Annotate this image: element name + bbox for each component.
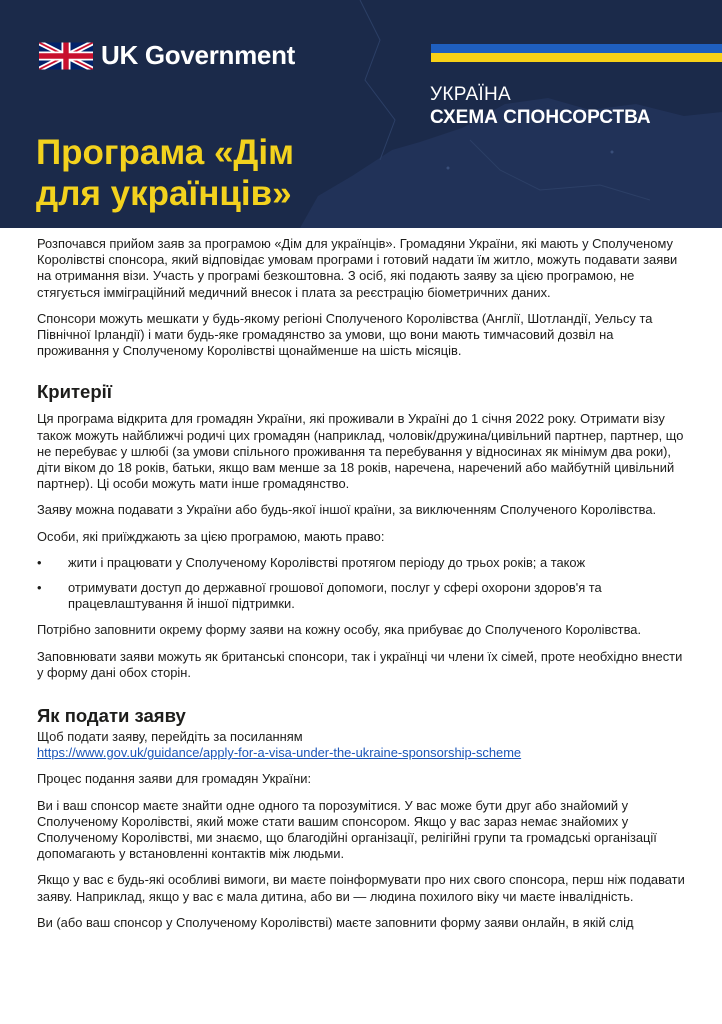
scheme-country: УКРАЇНА bbox=[430, 84, 511, 105]
bullet-icon: • bbox=[37, 580, 42, 596]
ukraine-flag-stripe-yellow bbox=[431, 53, 722, 62]
criteria-heading: Критерії bbox=[37, 381, 112, 403]
criteria-paragraph: Особи, які приїжджають за цією програмою, мають право: bbox=[37, 528, 385, 544]
apply-paragraph: Ви і ваш спонсор маєте знайти одне одного та порозумітися. У вас може бути друг або знайомий у Сполученому Королівстві, який може стати вашим спонсором. Якщо у вас зараз немає знайомих у Сполученому Королівстві, ми знаємо, що благодійні організації, релігійні групи та громадські організації допомагають у встановленні контактів між людьми. bbox=[37, 797, 657, 862]
logo-text: UK Government bbox=[101, 40, 296, 70]
criteria-paragraph: Заповнювати заяви можуть як британські спонсори, так і українці чи члени їх сімей, проте необхідно внести у форму дані обох сторін. bbox=[37, 648, 683, 680]
apply-paragraph: Ви (або ваш спонсор у Сполученому Королівстві) маєте заповнити форму заяви онлайн, в якій слід bbox=[37, 914, 634, 930]
criteria-paragraph: Потрібно заповнити окрему форму заяви на кожну особу, яка прибуває до Сполученого Королівства. bbox=[37, 622, 642, 638]
header-banner bbox=[0, 0, 722, 228]
title-line-2: для українців» bbox=[36, 174, 292, 213]
apply-paragraph: Якщо у вас є будь-які особливі вимоги, ви маєте поінформувати про них свого спонсора, перш ніж подавати заяву. Наприклад, якщо у вас є мала дитина, або ви — людина похилого віку чи маєте інвалідність. bbox=[37, 872, 685, 904]
apply-link[interactable]: https://www.gov.uk/guidance/apply-for-a-visa-under-the-ukraine-sponsorship-scheme bbox=[37, 745, 522, 761]
intro-paragraph: Розпочався прийом заяв за програмою «Дім для українців». Громадяни України, які мають у Сполученому Королівстві спонсора, який відповідає умовам програми і готовий надати їм житло, можуть подавати заяви на отримання візи. Участь у програмі безкоштовна. З осіб, які подають заяву за цією програмою, не стягується імміграційний медичний внесок і плата за реєстрацію біометричних даних. bbox=[37, 236, 678, 300]
ukraine-flag-stripe-blue bbox=[431, 44, 722, 53]
document-body bbox=[37, 236, 685, 941]
union-jack-icon bbox=[39, 41, 93, 71]
criteria-paragraph: Ця програма відкрита для громадян України, які проживали в Україні до 1 січня 2022 року. Отримати візу також можуть найближчі родичі цих громадян (наприклад, чоловік/дружина/цивільний партнер, партнер, що не перебуває у шлюбі (за умови спільного проживання та перебування у відносинах як мінімум два роки), діти віком до 18 років, батьки, якщо вам менше за 18 років, наречена, наречений або майбутній цивільний партнер). Ці особи можуть мати інше громадянство. bbox=[37, 411, 684, 492]
apply-intro: Щоб подати заяву, перейдіть за посиланням bbox=[37, 729, 303, 745]
bullet-icon: • bbox=[37, 554, 42, 570]
list-item bbox=[37, 555, 685, 571]
list-item bbox=[37, 580, 685, 612]
apply-paragraph: Процес подання заяви для громадян України: bbox=[37, 771, 312, 787]
uk-government-logo bbox=[39, 40, 295, 71]
list-item-text: отримувати доступ до державної грошової допомоги, послуг у сфері охорони здоров'я та працевлаштування й іншої підтримки. bbox=[68, 580, 602, 612]
intro-paragraph: Спонсори можуть мешкати у будь-якому регіоні Сполученого Королівства (Англії, Шотландії, Уельсу та Північної Ірландії) і мати будь-яке громадянство за умови, що вони мають тимчасовий дозвіл на проживання у Сполученому Королівстві щонайменше на шість місяців. bbox=[37, 310, 653, 359]
page-title bbox=[36, 132, 336, 214]
apply-heading: Як подати заяву bbox=[37, 705, 186, 727]
title-line-1: Програма «Дім bbox=[36, 133, 294, 172]
scheme-name: СХЕМА СПОНСОРСТВА bbox=[430, 107, 651, 128]
criteria-paragraph: Заяву можна подавати з України або будь-якої іншої країни, за виключенням Сполученого Королівства. bbox=[37, 502, 657, 518]
rights-list bbox=[37, 555, 685, 613]
list-item-text: жити і працювати у Сполученому Королівстві протягом періоду до трьох років; а також bbox=[68, 554, 586, 570]
